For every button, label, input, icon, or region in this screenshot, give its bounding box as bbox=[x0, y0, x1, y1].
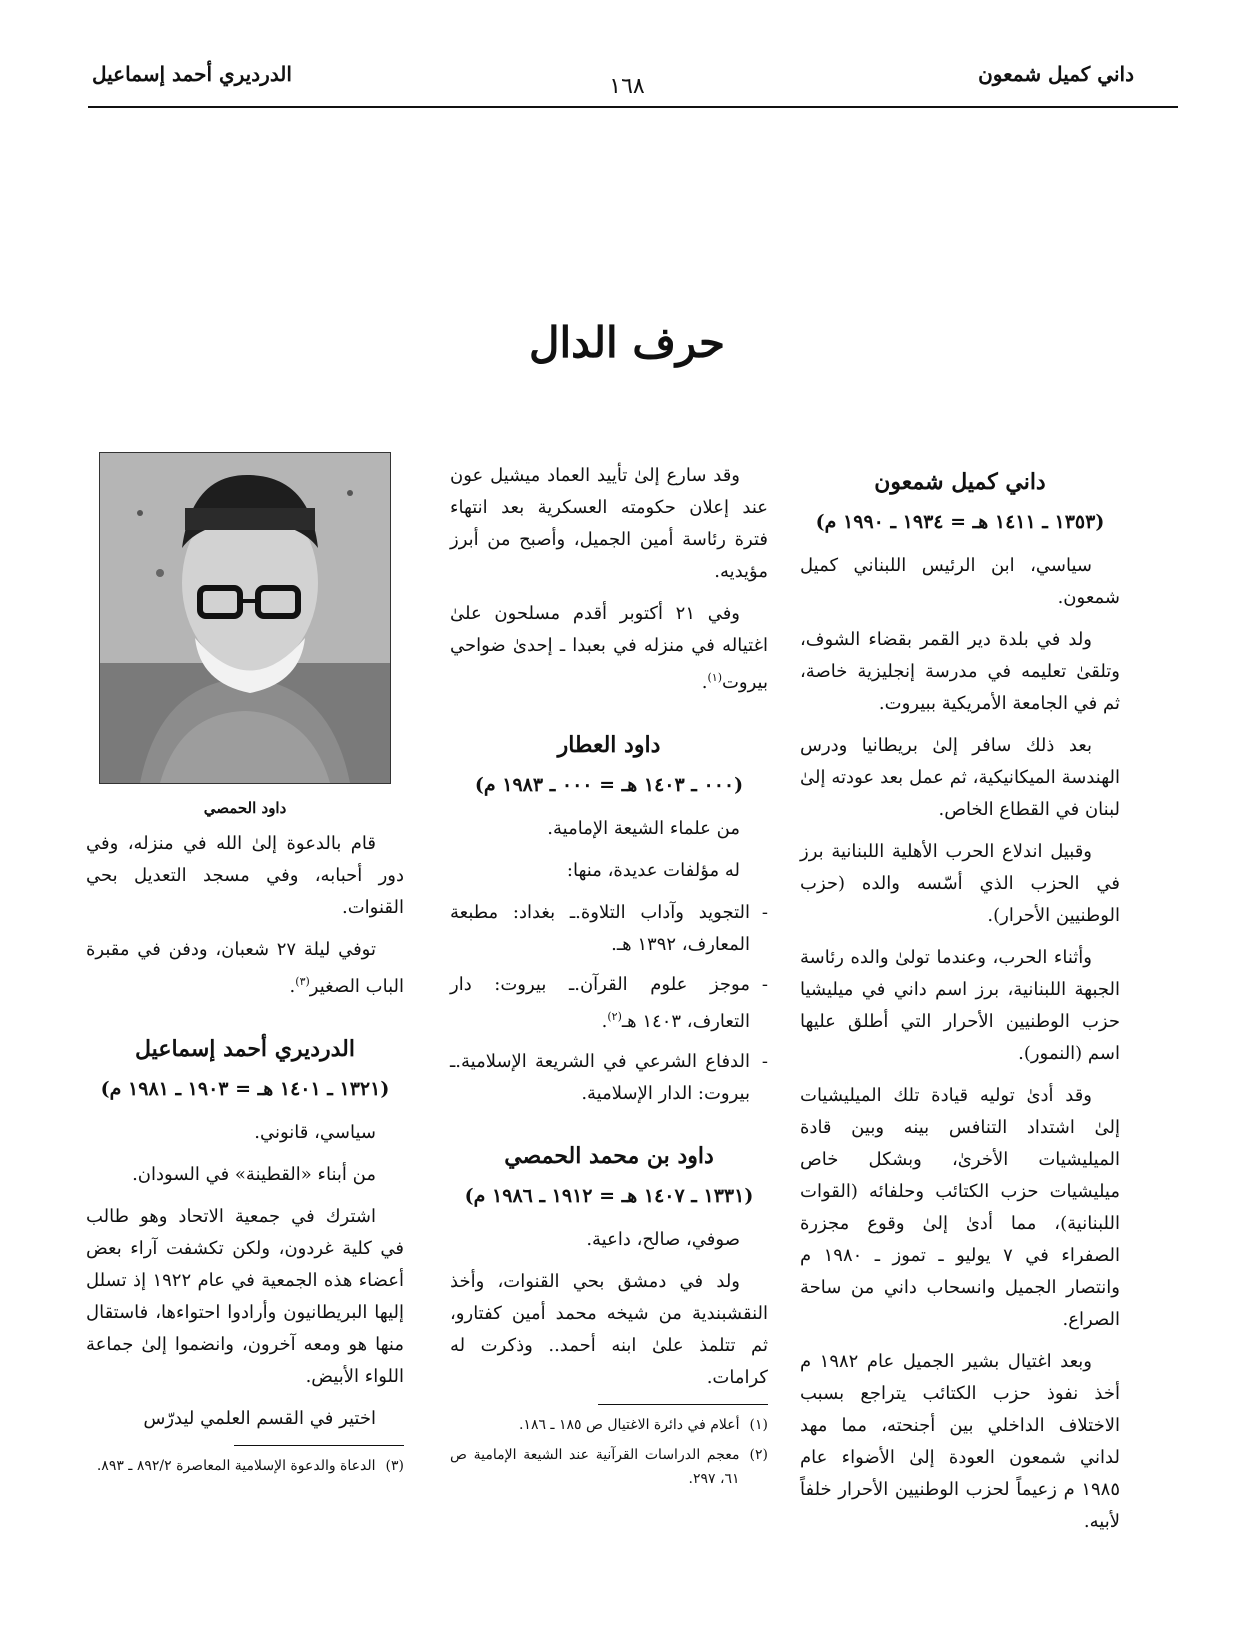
photo-caption: داود الحمصي bbox=[203, 799, 287, 817]
footnote-rule bbox=[234, 1445, 404, 1446]
paragraph: اختير في القسم العلمي ليدرّس bbox=[143, 1408, 376, 1429]
paragraph: وفي ٢١ أكتوبر أقدم مسلحون علىٰ اغتياله في منزله في بعبدا ـ إحدىٰ ضواحي بيروت$^{(١)}$. bbox=[450, 603, 768, 693]
footnote-number: (٣) bbox=[385, 1458, 404, 1474]
paragraph: بعد ذلك سافر إلىٰ بريطانيا ودرس الهندسة الميكانيكية، ثم عمل بعد عودته إلىٰ لبنان في القطاع الخاص. bbox=[800, 735, 1120, 820]
section-title: حرف الدال bbox=[529, 318, 725, 367]
paragraph: سياسي، ابن الرئيس اللبناني كميل شمعون. bbox=[800, 555, 1120, 608]
entry-dates: (٠٠٠ ـ ١٤٠٣ هـ = ٠٠٠ ـ ١٩٨٣ م) bbox=[474, 774, 744, 796]
footnote-number: (١) bbox=[749, 1417, 768, 1433]
portrait-photo bbox=[99, 452, 391, 784]
list-item-text: موجز علوم القرآن.ـ بيروت: دار التعارف، ١٤٠٣ هـ bbox=[450, 974, 750, 1032]
paragraph: ولد في بلدة دير القمر بقضاء الشوف، وتلقىٰ تعليمه في مدرسة إنجليزية خاصة، ثم في الجامعة الأمريكية ببيروت. bbox=[800, 629, 1120, 714]
running-header-left: الدرديري أحمد إسماعيل bbox=[92, 62, 292, 86]
paragraph: وقبيل اندلاع الحرب الأهلية اللبنانية برز في الحزب الذي أسّسه والده (حزب الوطنيين الأحرار). bbox=[800, 841, 1120, 926]
paragraph: اشترك في جمعية الاتحاد وهو طالب في كلية غردون، ولكن تكشفت آراء بعض أعضاء هذه الجمعية في عام ١٩٢٢ إذ تسلل إليها البريطانيون وأرادوا احتواءها، فاستقال منها هو ومعه آخرون، وانضموا إلىٰ جماعة اللواء الأبيض. bbox=[86, 1206, 404, 1387]
paragraph: له مؤلفات عديدة، منها: bbox=[566, 860, 740, 881]
entry-title-dawud-homsi: داود بن محمد الحمصي bbox=[504, 1143, 714, 1169]
paragraph: ولد في دمشق بحي القنوات، وأخذ النقشبندية من شيخه محمد أمين كفتارو، ثم تتلمذ علىٰ ابنه أحمد.. وذكرت له كرامات. bbox=[450, 1271, 768, 1388]
paragraph: وبعد اغتيال بشير الجميل عام ١٩٨٢ م أخذ نفوذ حزب الكتائب يتراجع بسبب الاختلاف الداخلي بين أجنحته، مما مهد لداني شمعون العودة إلىٰ الأضواء عام ١٩٨٥ م زعيماً لحزب الوطنيين الأحرار خلفاً لأبيه. bbox=[800, 1351, 1120, 1532]
entry-dates: (١٣٥٣ ـ ١٤١١ هـ = ١٩٣٤ ـ ١٩٩٠ م) bbox=[815, 511, 1105, 533]
paragraph: قام بالدعوة إلىٰ الله في منزله، وفي دور أحبابه، وفي مسجد التعديل بحي القنوات. bbox=[86, 833, 404, 918]
entry-dates: (١٣٣١ ـ ١٤٠٧ هـ = ١٩١٢ ـ ١٩٨٦ م) bbox=[464, 1185, 754, 1207]
paragraph-text: توفي ليلة ٢٧ شعبان، ودفن في مقبرة الباب الصغير bbox=[86, 939, 404, 997]
portrait-illustration bbox=[100, 453, 390, 783]
page-number: ١٦٨ bbox=[609, 74, 645, 99]
footnote-marker: (٣) bbox=[295, 975, 310, 988]
paragraph: وقد أدىٰ توليه قيادة تلك الميليشيات إلىٰ اشتداد التنافس بينه وبين قادة الميليشيات الأخرىٰ، وبشكل خاص ميليشيات حزب الكتائب وحلفائه (القوات اللبنانية)، مما أدىٰ إلىٰ وقوع مجزرة الصفراء في ٧ يوليو ـ تموز ـ ١٩٨٠ م وانتصار الجميل وانسحاب داني من ساحة الصراع. bbox=[800, 1085, 1120, 1330]
footnote-rule bbox=[598, 1404, 768, 1405]
paragraph: توفي ليلة ٢٧ شعبان، ودفن في مقبرة الباب الصغير$^{(٣)}$. bbox=[86, 939, 404, 997]
footnote-text: معجم الدراسات القرآنية عند الشيعة الإمامية ص ٦١، ٢٩٧. bbox=[450, 1447, 740, 1487]
footnote-text: الدعاة والدعوة الإسلامية المعاصرة ٨٩٢/٢ ـ ٨٩٣. bbox=[96, 1458, 376, 1474]
paragraph: وأثناء الحرب، وعندما تولىٰ والده رئاسة الجبهة اللبنانية، برز اسم داني في ميليشيا حزب الوطنيين الأحرار التي أطلق عليها اسم (النمور). bbox=[800, 947, 1120, 1064]
column-middle bbox=[450, 460, 768, 1497]
column-left bbox=[86, 452, 404, 1484]
header-rule bbox=[88, 106, 1178, 108]
paragraph: سياسي، قانوني. bbox=[254, 1122, 376, 1143]
works-list bbox=[450, 897, 768, 1110]
paragraph: من علماء الشيعة الإمامية. bbox=[547, 818, 740, 839]
footnote-marker: (٢) bbox=[607, 1010, 622, 1023]
list-item: - الدفاع الشرعي في الشريعة الإسلامية.ـ بيروت: الدار الإسلامية. bbox=[450, 1046, 768, 1110]
paragraph-text: وفي ٢١ أكتوبر أقدم مسلحون علىٰ اغتياله في منزله في بعبدا ـ إحدىٰ ضواحي بيروت bbox=[450, 603, 768, 693]
list-item: - التجويد وآداب التلاوة.ـ بغداد: مطبعة المعارف، ١٣٩٢ هـ. bbox=[450, 897, 768, 961]
entry-dates: (١٣٢١ ـ ١٤٠١ هـ = ١٩٠٣ ـ ١٩٨١ م) bbox=[100, 1078, 390, 1100]
list-item: - موجز علوم القرآن.ـ بيروت: دار التعارف، ١٤٠٣ هـ$^{(٢)}$. bbox=[450, 969, 768, 1038]
entry-title-dardiri: الدرديري أحمد إسماعيل bbox=[135, 1036, 355, 1062]
paragraph: صوفي، صالح، داعية. bbox=[586, 1229, 740, 1250]
entry-title-dawud-attar: داود العطار bbox=[557, 732, 661, 758]
entry-title-dani-chamoun: داني كميل شمعون bbox=[874, 469, 1046, 495]
footnote bbox=[86, 1454, 404, 1478]
paragraph: من أبناء «القطينة» في السودان. bbox=[132, 1164, 376, 1185]
footnote bbox=[450, 1413, 768, 1437]
footnote-marker: (١) bbox=[707, 671, 722, 684]
paragraph: وقد سارع إلىٰ تأييد العماد ميشيل عون عند إعلان حكومته العسكرية بعد انتهاء فترة رئاسة أمين الجميل، وأصبح من أبرز مؤيديه. bbox=[450, 465, 768, 582]
footnote-text: أعلام في دائرة الاغتيال ص ١٨٥ ـ ١٨٦. bbox=[518, 1417, 740, 1433]
column-right bbox=[800, 460, 1120, 1548]
footnote bbox=[450, 1443, 768, 1491]
running-header-right: داني كميل شمعون bbox=[978, 62, 1134, 86]
footnote-number: (٢) bbox=[749, 1447, 768, 1463]
